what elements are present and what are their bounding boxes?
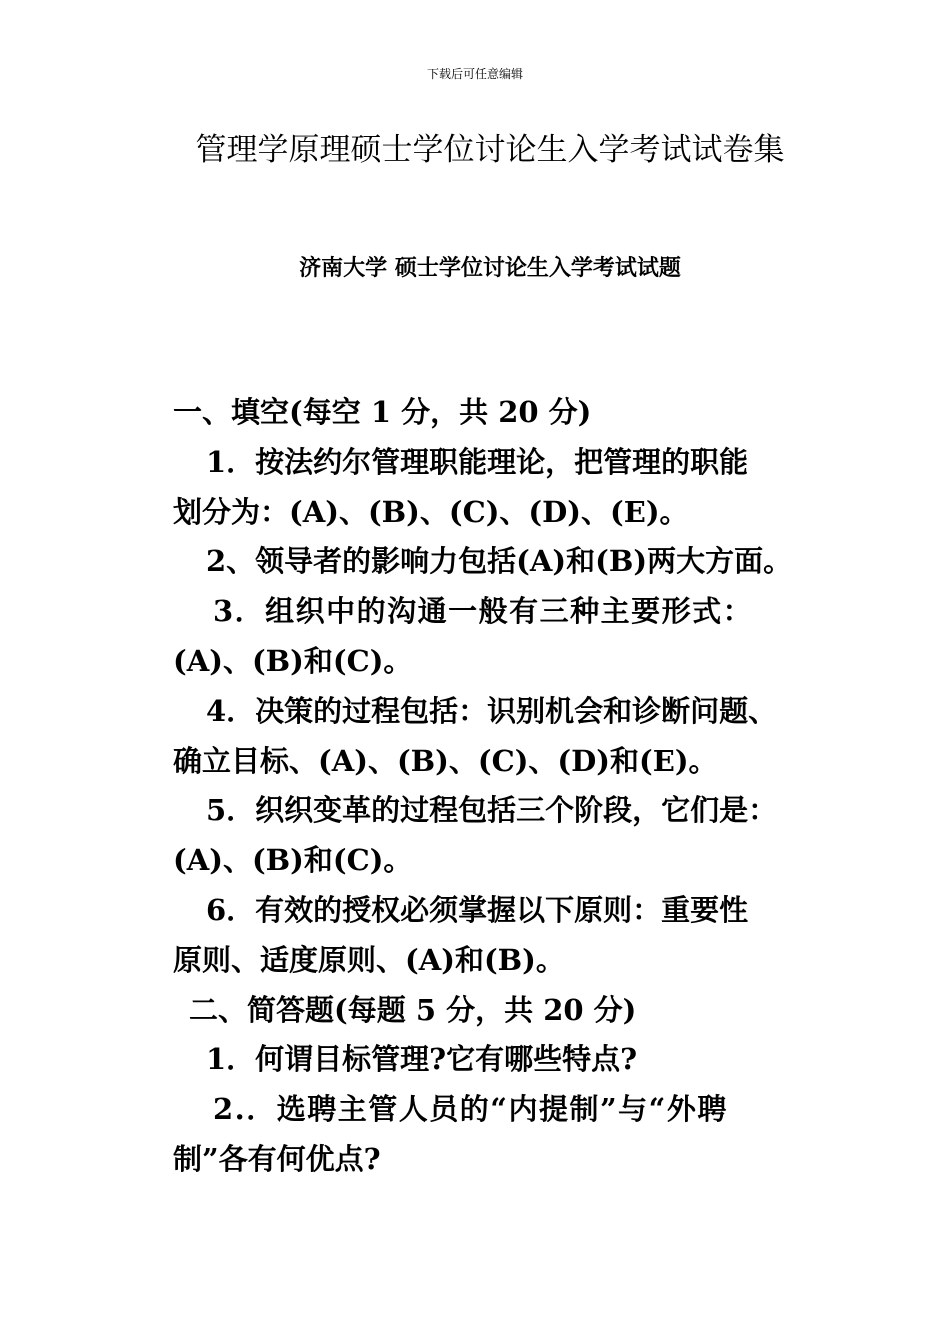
question-1-line-1: 1．按法约尔管理职能理论，把管理的职能: [206, 444, 749, 479]
question-5-line-1: 5．织织变革的过程包括三个阶段，它们是：: [206, 793, 778, 828]
question-3-line-1: 3．组织中的沟通一般有三种主要形式：: [213, 594, 754, 629]
question-4-line-1: 4．决策的过程包括：识别机会和诊断问题、: [206, 693, 778, 728]
short-answer-question-1: 1．何谓目标管理?它有哪些特点?: [206, 1042, 638, 1077]
short-answer-question-2-line-1: 2.．选聘主管人员的“内提制”与“外聘: [213, 1092, 728, 1127]
section-heading-short-answer: 二、简答题(每题 5 分，共 20 分): [189, 992, 637, 1027]
question-2-line-1: 2、领导者的影响力包括(A)和(B)两大方面。: [206, 544, 793, 579]
question-1-line-2: 划分为：(A)、(B)、(C)、(D)、(E)。: [173, 494, 689, 529]
short-answer-question-2-line-2: 制”各有何优点?: [173, 1141, 381, 1176]
section-heading-fill-blank: 一、填空(每空 1 分，共 20 分): [173, 395, 592, 429]
question-5-line-2: (A)、(B)和(C)。: [173, 843, 413, 878]
question-6-line-1: 6．有效的授权必须掌握以下原则：重要性: [206, 892, 749, 927]
question-6-line-2: 原则、适度原则、(A)和(B)。: [173, 942, 565, 977]
page-subtitle: 济南大学 硕士学位讨论生入学考试试题: [299, 256, 681, 281]
page-title: 管理学原理硕士学位讨论生入学考试试卷集: [195, 132, 785, 168]
question-4-line-2: 确立目标、(A)、(B)、(C)、(D)和(E)。: [173, 743, 718, 778]
header-note: 下载后可任意编辑: [426, 67, 523, 81]
exam-content: [173, 388, 833, 1185]
question-3-line-2: (A)、(B)和(C)。: [173, 643, 413, 678]
